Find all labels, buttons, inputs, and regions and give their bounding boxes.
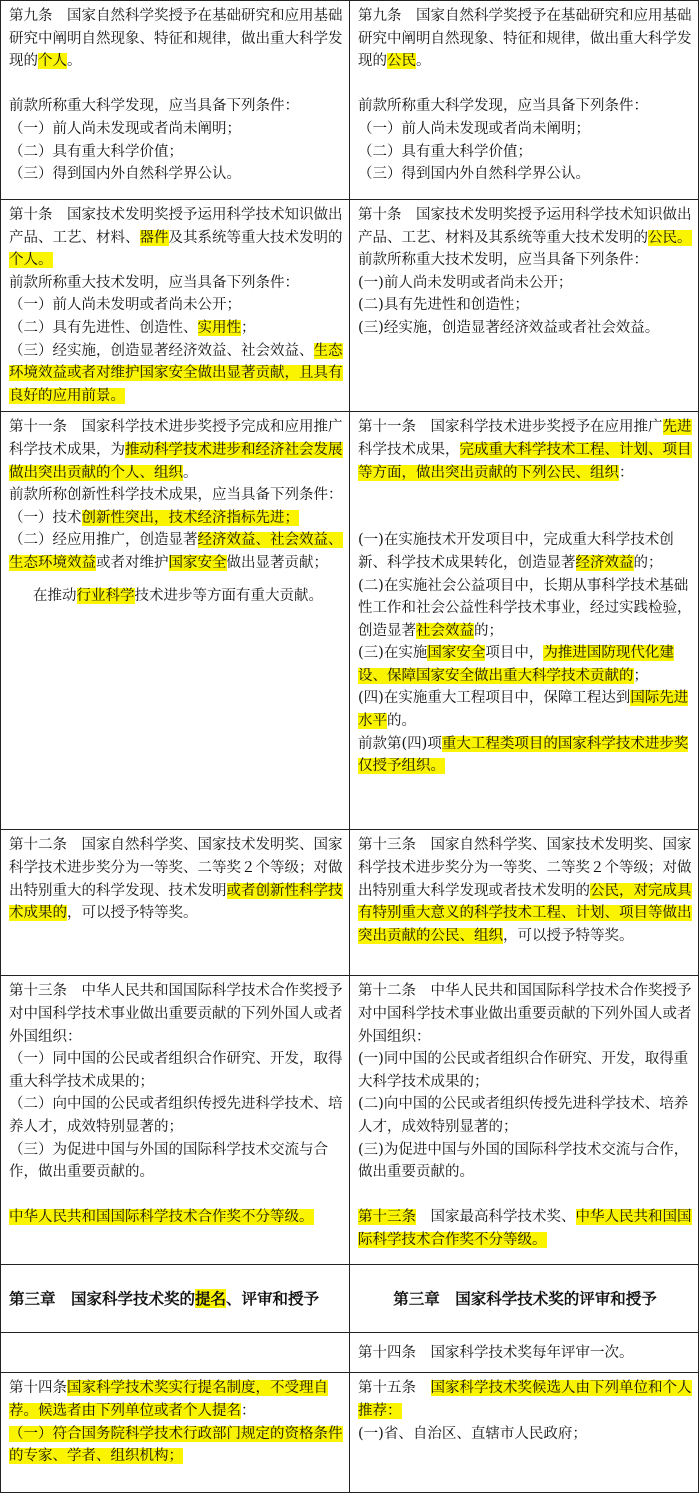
new-article-10 [350,200,699,412]
highlight: 中华人民共和国国际科学技术合作奖不分等级。 [358,1209,692,1248]
highlight: 个人 [38,53,67,70]
highlight: 个人。 [9,252,53,269]
old-article-12 [1,830,350,976]
new-article-11 [350,412,699,830]
row-nomination [1,1373,699,1493]
article-heading: 第十四条国家科学技术奖实行提名制度，不受理自荐。候选者由下列单位或者个人提名： [9,1380,328,1419]
article-heading: 第九条 国家自然科学奖授予在基础研究和应用基础研究中阐明自然现象、特征和规律，做出重大科学发现的个人。 [9,8,343,70]
highlight: 国家安全 [168,554,227,571]
new-chapter-heading: 第三章 国家科学技术奖的评审和授予 [350,1265,699,1333]
condition-2: （二）具有先进性、创造性、实用性； [9,319,256,336]
highlight: 国家科学技术奖候选人由下列单位和个人推荐： [358,1380,692,1419]
article-text: 第十二条 国家自然科学奖、国家技术发明奖、国家科学技术进步奖分为一等奖、二等奖２个等级；对做出特别重大的科学发现、技术发明或者创新性科学技术成果的，可以授予特等奖。 [9,837,343,922]
article-note: 第十三条 国家最高科学技术奖、中华人民共和国国际科学技术合作奖不分等级。 [358,1209,692,1248]
article-heading: 第十条 国家技术发明奖授予运用科学技术知识做出产品、工艺、材料及其系统等重大技术发明的公民。 [358,207,692,246]
condition-1: （一）前人尚未发明或者尚未公开； [9,297,241,314]
row-annual-review [1,1333,699,1373]
condition-3: (三)为促进中国与外国的国际科学技术交流与合作，做出重要贡献的。 [358,1141,689,1181]
highlight: 经济效益、社会效益、生态环境效益 [9,532,343,571]
condition-2: （二）经应用推广，创造显著经济效益、社会效益、生态环境效益或者对维护国家安全做出显著贡献； [9,532,343,571]
condition-1: (一)同中国的公民或者组织合作研究、开发，取得重大科学技术成果的； [358,1051,689,1090]
condition-1: （一）前人尚未发现或者尚未阐明； [358,120,590,137]
new-article-15 [350,1373,699,1493]
condition-3: （三）得到国内外自然科学界公认。 [358,166,590,183]
highlight: 重大工程类项目的国家科学技术进步奖仅授予组织。 [358,735,689,775]
row-chapter-3 [1,1265,699,1333]
condition-1 [9,1423,343,1468]
condition-3: （三）为促进中国与外国的国际科学技术交流与合作，做出重要贡献的。 [9,1141,328,1181]
condition-4: (四)在实施重大工程项目中，保障工程达到国际先进水平的。 [358,690,689,730]
condition-1: （一）同中国的公民或者组织合作研究、开发，取得重大科学技术成果的； [9,1051,343,1090]
condition-3: 在推动行业科学技术进步等方面有重大贡献。 [33,587,323,604]
conditions-intro: 前款所称重大科学发现，应当具备下列条件： [9,98,299,115]
highlight: 生态环境效益或者对维护国家安全做出显著贡献，且具有良好的应用前景。 [9,342,343,404]
conditions-intro: 前款所称重大技术发明，应当具备下列条件： [9,274,299,291]
new-article-12 [350,976,699,1265]
article-heading: 第十二条 中华人民共和国国际科学技术合作奖授予对中国科学技术事业做出重要贡献的下列外国人或者外国组织： [358,983,692,1045]
highlight: 国际先进水平 [358,690,689,730]
old-article-11 [1,412,350,830]
condition-1: (一)省、自治区、直辖市人民政府； [358,1425,587,1442]
old-article-13 [1,976,350,1265]
highlight: （一）符合国务院科学技术行政部门规定的资格条件的专家、学者、组织机构； [9,1425,343,1465]
row-article-10 [1,200,699,412]
highlight: 先进 [662,419,692,436]
condition-1: (一)前人尚未发明或者尚未公开； [358,274,573,291]
condition-2: （二）具有重大科学价值； [358,143,532,160]
article-text: 第十三条 国家自然科学奖、国家技术发明奖、国家科学技术进步奖分为一等奖、二等奖２个等级；对做出特别重大科学发现或者技术发明的公民，对完成具有特别重大意义的科学技术工程、计划、项目等做出突出贡献的公民、组织，可以授予特等奖。 [358,837,692,944]
highlight: 实用性 [197,319,241,336]
condition-2: (二)具有先进性和创造性； [358,297,529,314]
conditions-intro: 前款所称创新性科学技术成果，应当具备下列条件： [9,487,343,504]
article-heading: 第九条 国家自然科学奖授予在基础研究和应用基础研究中阐明自然现象、特征和规律，做出重大科学发现的公民。 [358,8,692,70]
old-article-9 [1,1,350,200]
condition-2: （二）向中国的公民或者组织传授先进科学技术、培养人才，成效特别显著的； [9,1096,343,1135]
highlight: 经济效益 [575,554,634,571]
row-article-9 [1,1,699,200]
highlight: 公民，对完成具有特别重大意义的科学技术工程、计划、项目等做出突出贡献的公民、组织 [358,882,692,944]
article-heading: 第十一条 国家科学技术进步奖授予在应用推广先进科学技术成果，完成重大科学技术工程、计划、项目等方面，做出突出贡献的下列公民、组织： [358,419,692,481]
highlight: 公民 [387,53,416,70]
row-article-11 [1,412,699,830]
condition-1: （一）前人尚未发现或者尚未阐明； [9,120,241,137]
condition-2: (二)向中国的公民或者组织传授先进科学技术、培养人才，成效特别显著的； [358,1096,689,1135]
article-note: 前款第(四)项重大工程类项目的国家科学技术进步奖仅授予组织。 [358,735,689,775]
new-article-9 [350,1,699,200]
highlight: 行业科学 [76,587,135,604]
condition-1: （一）技术创新性突出，技术经济指标先进； [9,509,299,526]
highlight: 完成重大科学技术工程、计划、项目等方面，做出突出贡献的下列公民、组织 [358,441,692,481]
old-empty-cell [1,1333,350,1373]
article-heading: 第十五条 国家科学技术奖候选人由下列单位和个人推荐： [358,1380,692,1419]
new-article-13 [350,830,699,976]
condition-2: （二）具有重大科学价值； [9,143,183,160]
article-heading: 第十一条 国家科学技术进步奖授予完成和应用推广科学技术成果，为推动科学技术进步和经济社会发展做出突出贡献的个人、组织。 [9,419,343,481]
condition-3: (三)在实施国家安全项目中，为推进国防现代化建设、保障国家安全做出重大科学技术贡献的； [358,645,674,684]
highlight: 创新性突出，技术经济指标先进； [81,509,299,526]
article-heading: 第十三条 中华人民共和国国际科学技术合作奖授予对中国科学技术事业做出重要贡献的下列外国人或者外国组织： [9,983,343,1045]
new-article-14: 第十四条 国家科学技术奖每年评审一次。 [350,1333,699,1373]
row-intl-cooperation [1,976,699,1265]
row-article-grades [1,830,699,976]
condition-3: (三)经实施，创造显著经济效益或者社会效益。 [358,319,660,336]
article-note [9,1206,343,1229]
highlight: 国家科学技术奖实行提名制度，不受理自荐。候选者由下列单位或者个人提名 [9,1380,328,1419]
condition-3: （三）经实施，创造显著经济效益、社会效益、生态环境效益或者对维护国家安全做出显著贡献，且具有良好的应用前景。 [9,342,343,404]
highlight: 第十三条 [358,1209,416,1226]
highlight: 社会效益 [416,622,474,639]
highlight: 或者创新性科学技术成果的 [9,882,343,922]
highlight: 推动科学技术进步和经济社会发展做出突出贡献的个人、组织 [9,441,343,481]
condition-2: (二)在实施社会公益项目中，长期从事科学技术基础性工作和社会公益性科学技术事业，经过实践检验，创造显著社会效益的； [358,577,692,639]
condition-3: （三）得到国内外自然科学界公认。 [9,166,241,183]
highlight: 器件 [139,229,169,246]
condition-1: (一)在实施技术开发项目中，完成重大科学技术创新、科学技术成果转化，创造显著经济效益的； [358,532,674,571]
article-heading: 第十条 国家技术发明奖授予运用科学技术知识做出产品、工艺、材料、器件及其系统等重大技术发明的个人。 [9,207,343,269]
old-article-14 [1,1373,350,1493]
highlight: 公民。 [648,229,692,246]
old-article-10 [1,200,350,412]
conditions-intro: 前款所称重大科学发现，应当具备下列条件： [358,98,648,115]
highlight: 国家安全 [427,645,486,662]
highlight: 中华人民共和国国际科学技术合作奖不分等级。 [9,1209,314,1226]
highlight: 为推进国防现代化建设、保障国家安全做出重大科学技术贡献的 [358,645,674,684]
conditions-intro: 前款所称重大技术发明，应当具备下列条件： [358,252,648,269]
highlight: 提名 [195,1288,227,1308]
old-chapter-heading: 第三章 国家科学技术奖的提名、评审和授予 [1,1265,350,1333]
